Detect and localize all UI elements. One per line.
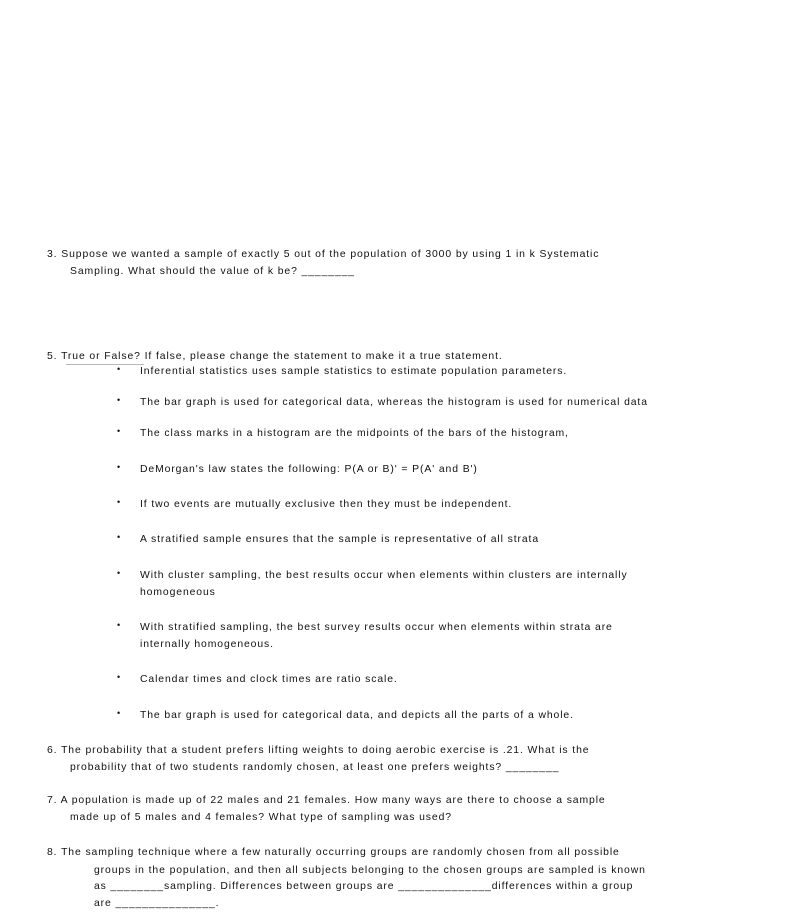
true-false-underline	[66, 364, 144, 365]
bullet-icon: •	[117, 395, 122, 405]
bullet-icon: •	[117, 620, 122, 630]
tf-statement-8-continued: internally homogeneous.	[140, 639, 274, 650]
tf-statement-1: Inferential statistics uses sample statistics to estimate population parameters.	[140, 366, 568, 377]
tf-statement-4: DeMorgan's law states the following: P(A or B)' = P(A' and B')	[140, 464, 478, 475]
question-8-line-4: are _______________.	[94, 898, 220, 909]
question-8-line-2: groups in the population, and then all subjects belonging to the chosen groups are sampled is known	[94, 865, 646, 876]
bullet-icon: •	[117, 708, 122, 718]
tf-statement-2: The bar graph is used for categorical data, whereas the histogram is used for numerical data	[140, 397, 648, 408]
question-3-line-1: 3. Suppose we wanted a sample of exactly 5 out of the population of 3000 by using 1 in k Systematic	[47, 249, 600, 260]
tf-statement-10: The bar graph is used for categorical data, and depicts all the parts of a whole.	[140, 710, 574, 721]
question-8-line-1: 8. The sampling technique where a few naturally occurring groups are randomly chosen from all possible	[47, 847, 620, 858]
bullet-icon: •	[117, 497, 122, 507]
tf-statement-3: The class marks in a histogram are the midpoints of the bars of the histogram,	[140, 428, 569, 439]
question-5-title: 5. True or False? If false, please change the statement to make it a true statement.	[47, 351, 503, 362]
bullet-icon: •	[117, 532, 122, 542]
tf-statement-7-continued: homogeneous	[140, 587, 216, 598]
bullet-icon: •	[117, 672, 122, 682]
tf-statement-7: With cluster sampling, the best results occur when elements within clusters are internally	[140, 570, 628, 581]
bullet-icon: •	[117, 462, 122, 472]
tf-statement-5: If two events are mutually exclusive then they must be independent.	[140, 499, 513, 510]
question-6-line-2: probability that of two students randomly chosen, at least one prefers weights? ________	[70, 762, 560, 773]
question-8-line-3: as ________sampling. Differences between groups are ______________differences within a group	[94, 881, 634, 892]
tf-statement-6: A stratified sample ensures that the sample is representative of all strata	[140, 534, 540, 545]
tf-statement-9: Calendar times and clock times are ratio scale.	[140, 674, 398, 685]
bullet-icon: •	[117, 364, 122, 374]
tf-statement-8: With stratified sampling, the best survey results occur when elements within strata are	[140, 622, 613, 633]
bullet-icon: •	[117, 568, 122, 578]
question-6-line-1: 6. The probability that a student prefers lifting weights to doing aerobic exercise is .21. What is the	[47, 745, 590, 756]
bullet-icon: •	[117, 426, 122, 436]
question-3-line-2: Sampling. What should the value of k be? ________	[70, 266, 355, 277]
question-7-line-1: 7. A population is made up of 22 males and 21 females. How many ways are there to choose a sample	[47, 795, 606, 806]
question-7-line-2: made up of 5 males and 4 females? What type of sampling was used?	[70, 812, 452, 823]
